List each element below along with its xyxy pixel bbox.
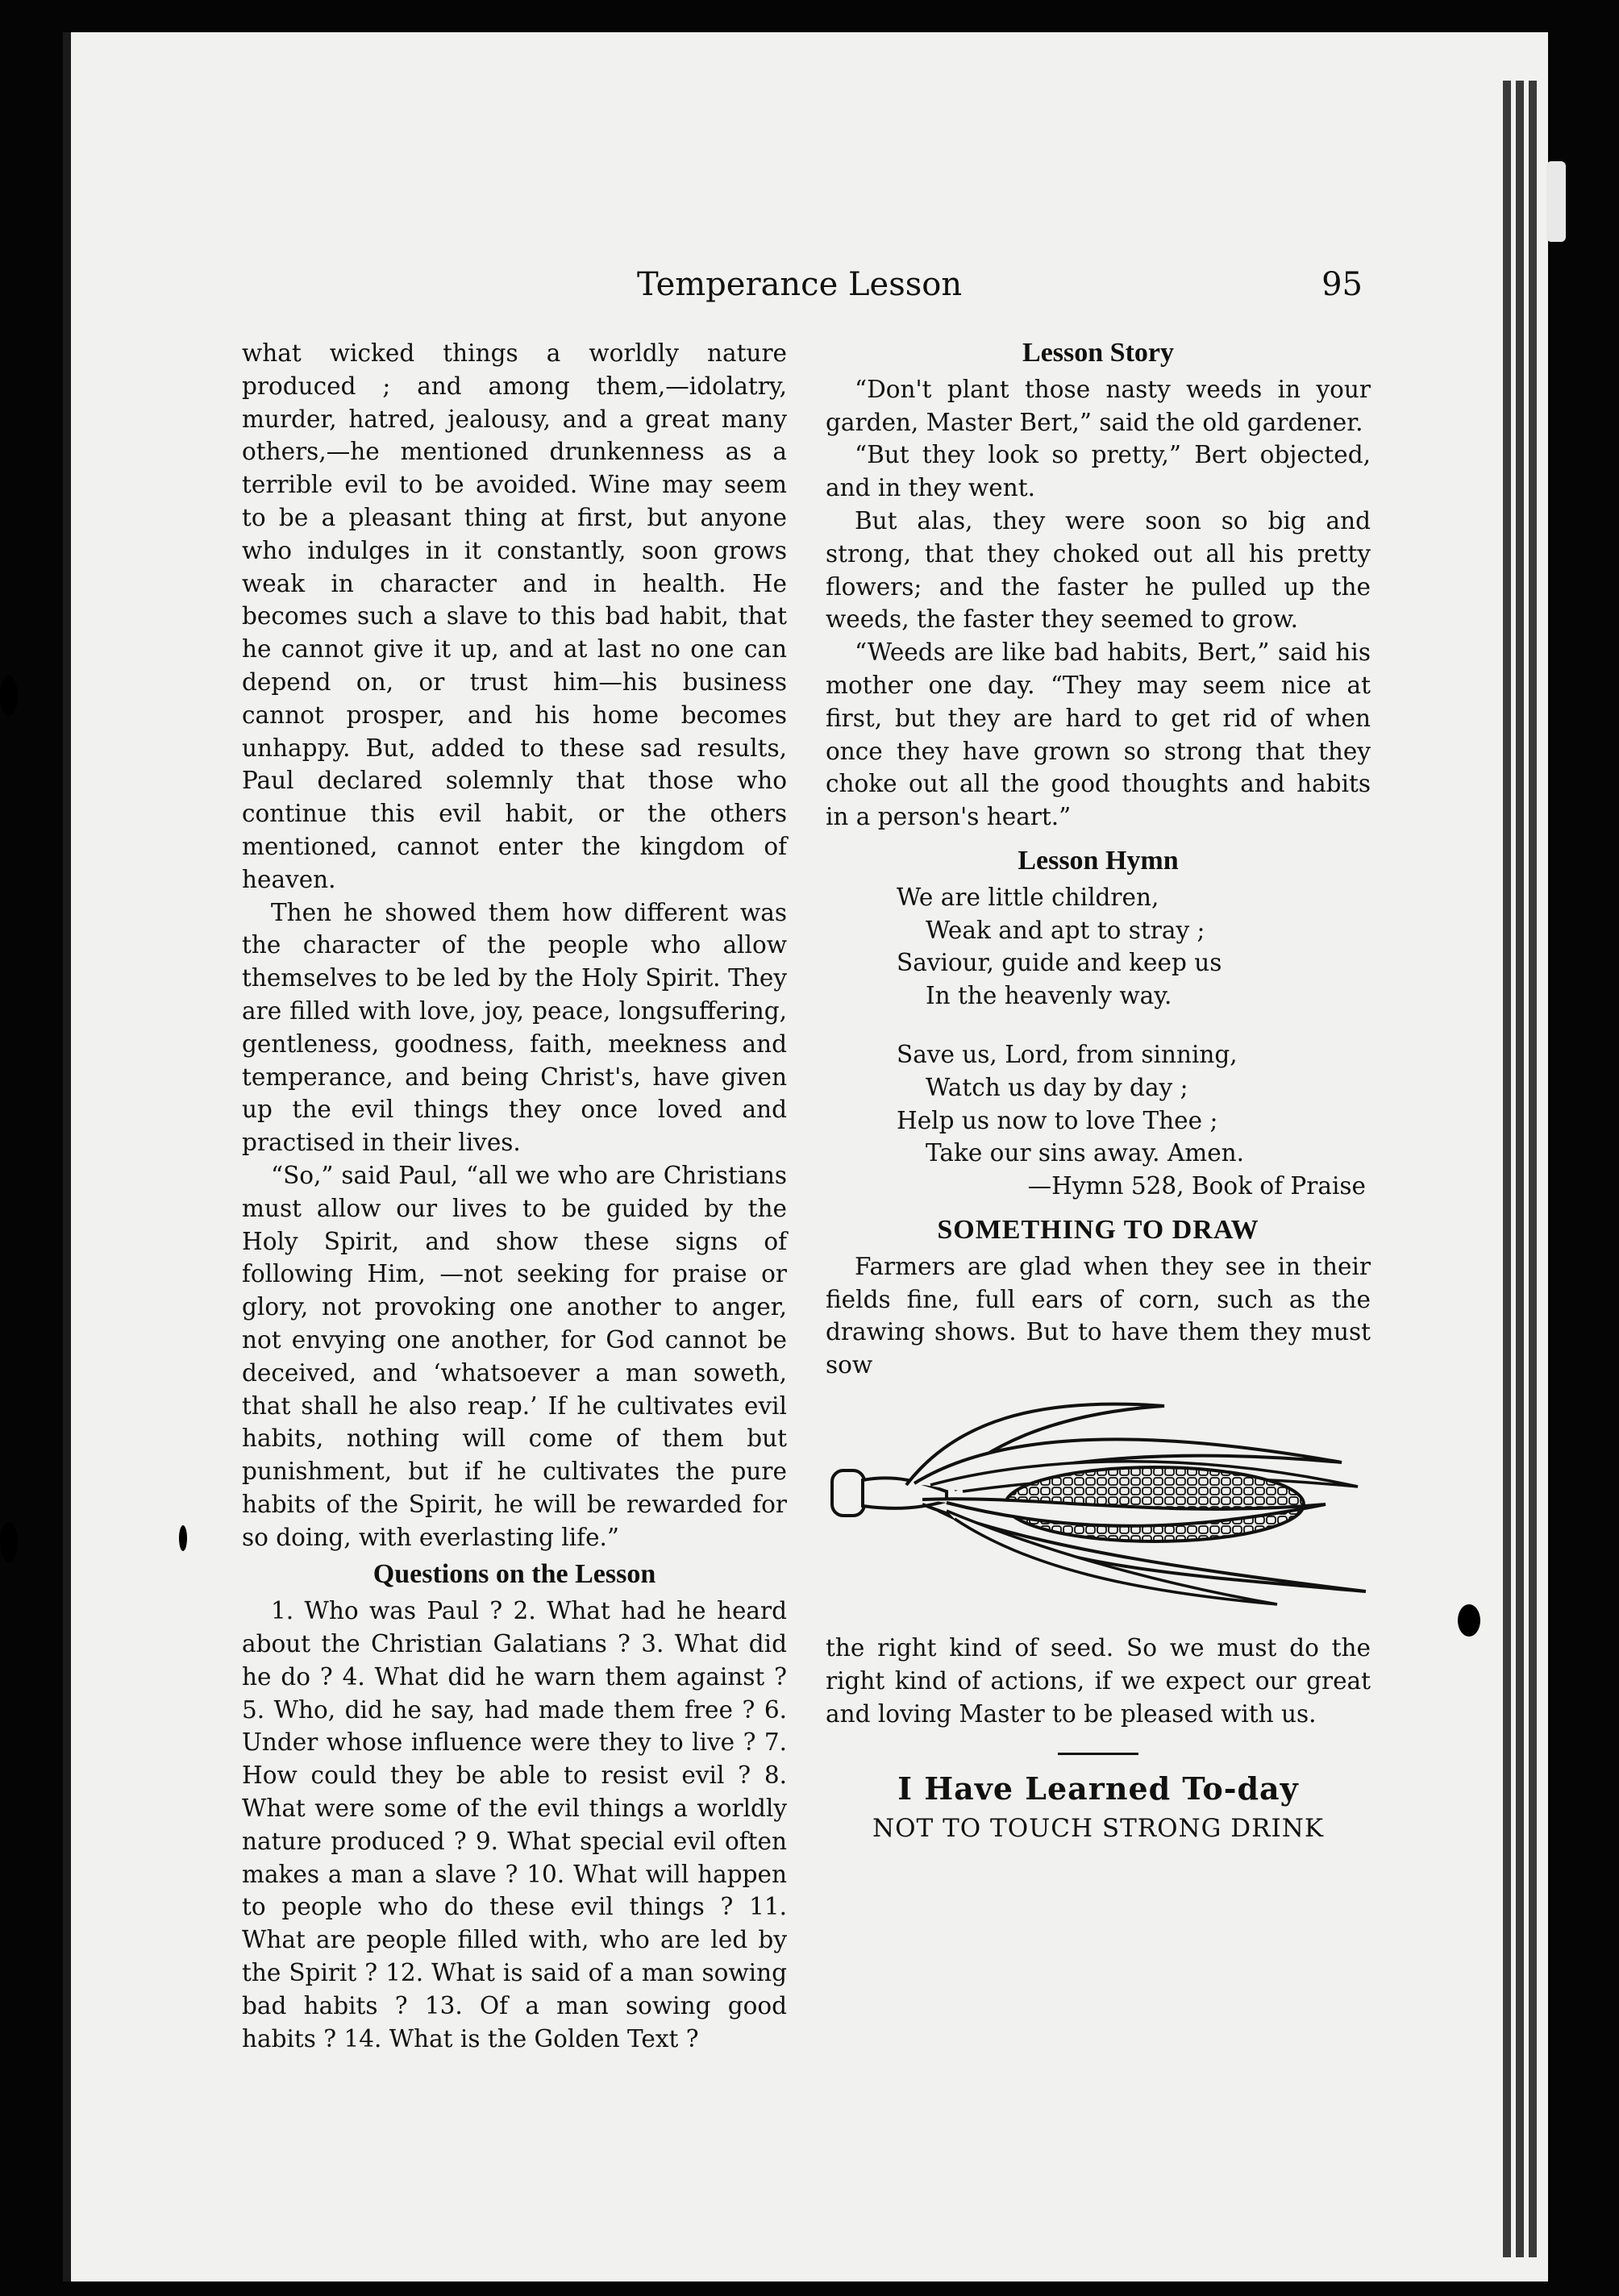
questions-text: 1. Who was Paul ? 2. What had he heard about the Christian Galatians ? 3. What did he do ? 4. What did he warn them against ? 5. Who, did he say, had made them free ? 6. Under whose influence were they to live ? 7. How could they be able to resist evil ? 8. What were some of the evil things a worldly nature produced ? 9. What special evil often makes a man a slave ? 10. What will happen to people who do these evil things ? 11. What are people filled with, who are led by the Spirit ? 12. What is said of a man sowing bad habits ? 13. Of a man sowing good habits ? 14. What is the Golden Text ? [242,1597,787,2053]
learned-today-subtitle: NOT TO TOUCH STRONG DRINK [872,1814,1324,1844]
punch-hole [0,1522,18,1562]
corn-ear-icon [826,1390,1371,1624]
page-edge [1503,81,1511,2257]
learned-today-title: I Have Learned To-day [897,1770,1299,1807]
story-paragraph: “Don't plant those nasty weeds in your garden, Master Bert,” said the old gardener. [826,375,1371,436]
page-number: 95 [1321,266,1363,303]
story-heading: Lesson Story [1022,338,1174,368]
story-paragraph: But alas, they were soon so big and strong, that they choked out all his pretty flowers; and the faster he pulled up the weeds, the faster they seemed to grow. [826,506,1371,634]
hymn-line: Weak and apt to stray ; [926,916,1205,944]
hymn-line: Watch us day by day ; [926,1073,1188,1101]
left-column [242,337,787,2055]
draw-text: the right kind of seed. So we must do the right kind of actions, if we expect our great and loving Master to be pleased with us. [826,1633,1371,1728]
questions-heading: Questions on the Lesson [372,1559,656,1590]
hymn-line: Take our sins away. Amen. [926,1139,1245,1167]
hymn-line: Help us now to love Thee ; [897,1106,1218,1134]
lesson-paragraph: what wicked things a worldly nature produced ; and among them,—idolatry, murder, hatred, jealousy, and a great many others,—he mentioned drunkenness as a terrible evil to be avoided. Wine may seem to be a pleasant thing at first, but anyone who indulges in it constantly, soon grows weak in character and in health. He becomes such a slave to this bad habit, that he cannot give it up, and at last no one can depend on, or trust him—his business cannot prosper, and his home becomes unhappy. But, added to these sad results, Paul declared solemnly that those who continue this evil habit, or the others mentioned, cannot enter the kingdom of heaven. [242,339,787,893]
draw-heading: SOMETHING TO DRAW [937,1214,1259,1245]
running-title: Temperance Lesson [637,266,963,303]
hymn-line: In the heavenly way. [926,982,1172,1010]
lesson-paragraph: “So,” said Paul, “all we who are Christians must allow our lives to be guided by the Holy Spirit, and show these signs of following Him, —not seeking for praise or glory, not provoking one another to anger, not envying one another, for God cannot be deceived, and ‘whatsoever a man soweth, that shall he also reap.’ If he cultivates evil habits, nothing will come of them but punishment, but if he cultivates the pure habits of the Spirit, he will be rewarded for so doing, with everlasting life.” [242,1161,787,1551]
hymn-heading: Lesson Hymn [1018,845,1179,876]
divider-rule [1058,1753,1138,1755]
hymn-text [897,881,1371,1170]
hymn-line: We are little children, [897,883,1159,911]
lesson-paragraph: Then he showed them how different was the character of the people who allow themselves to be led by the Holy Spirit. They are filled with love, joy, peace, longsuffering, gentleness, goodness, faith, meekness and temperance, and being Christ's, have given up the evil things they once loved and practised in their lives. [242,898,787,1157]
draw-text: Farmers are glad when they see in their fields fine, full ears of corn, such as the drawing shows. But to have them they must sow [826,1252,1371,1379]
story-paragraph: “Weeds are like bad habits, Bert,” said his mother one day. “They may seem nice at first, but they are hard to get rid of when once they have grown so strong that they choke out all the good thoughts and habits in a person's heart.” [826,638,1371,831]
hymn-attribution: —Hymn 528, Book of Praise [1027,1172,1366,1200]
punch-hole [0,676,18,716]
story-paragraph: “But they look so pretty,” Bert objected, and in they went. [826,441,1371,502]
hymn-line: Saviour, guide and keep us [897,949,1222,977]
right-column [826,337,1371,1845]
page-edge [1529,81,1537,2257]
page-header [242,258,1371,306]
page-tab [1546,161,1566,242]
ink-mark [1458,1604,1480,1637]
ink-mark [179,1525,187,1551]
hymn-line: Save us, Lord, from sinning, [897,1040,1238,1068]
page-edge [1516,81,1524,2257]
corn-illustration [826,1382,1371,1632]
